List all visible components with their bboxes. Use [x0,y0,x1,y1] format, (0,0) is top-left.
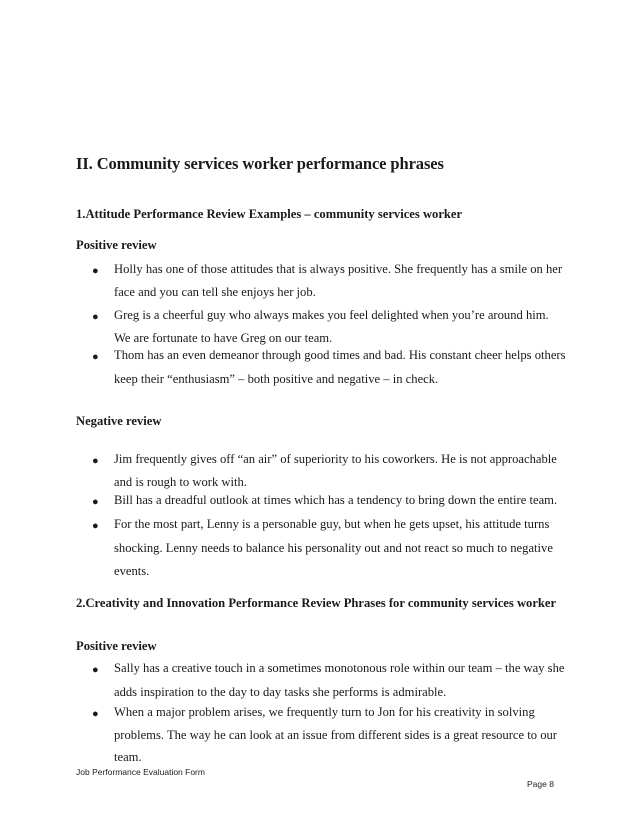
list-item-line: Jim frequently gives off “an air” of superiority to his coworkers. He is not approachable [114,452,557,466]
subsection-title: Attitude Performance Review Examples – community services worker [85,207,463,221]
bullet-icon: ● [92,708,99,720]
list-item-line: and is rough to work with. [114,475,247,489]
list-item-line: problems. The way he can look at an issue from different sides is a great resource to our [114,728,557,742]
section-title: II. Community services worker performance phrases [76,154,444,173]
list-item-line: Sally has a creative touch in a sometimes monotonous role within our team – the way she [114,661,565,675]
list-item-line: Greg is a cheerful guy who always makes you feel delighted when you’re around him. [114,308,549,322]
list-item-line: When a major problem arises, we frequently turn to Jon for his creativity in solving [114,705,535,719]
list-item-line: Holly has one of those attitudes that is always positive. She frequently has a smile on her [114,262,563,276]
subsection-number: 2. [76,596,86,610]
list-item-line: We are fortunate to have Greg on our team. [114,331,333,345]
bullet-icon: ● [92,265,99,277]
list-item-line: Thom has an even demeanor through good times and bad. His constant cheer helps others [114,348,566,362]
bullet-icon: ● [92,664,99,676]
subsection-title: Creativity and Innovation Performance Review Phrases for community services worker [85,596,557,610]
list-item-line: For the most part, Lenny is a personable guy, but when he gets upset, his attitude turns [114,517,550,531]
list-item-line: shocking. Lenny needs to balance his personality out and not react so much to negative [114,541,553,555]
footer-form-name: Job Performance Evaluation Form [76,767,205,777]
bullet-icon: ● [92,455,99,467]
list-item-line: Bill has a dreadful outlook at times which has a tendency to bring down the entire team. [114,493,558,507]
list-item-line: keep their “enthusiasm” – both positive and negative – in check. [114,372,439,386]
group-label-negative: Negative review [76,414,162,428]
bullet-icon: ● [92,311,99,323]
list-item-line: adds inspiration to the day to day tasks she performs is admirable. [114,685,447,699]
list-item-line: team. [114,750,142,764]
page-number: Page 8 [527,779,554,789]
bullet-icon: ● [92,520,99,532]
subsection-number: 1. [76,207,86,221]
bullet-icon: ● [92,496,99,508]
subsection-heading-1 [76,207,462,222]
subsection-heading-2 [76,596,556,611]
bullet-icon: ● [92,351,99,363]
list-item-line: events. [114,564,150,578]
list-item-line: face and you can tell she enjoys her job. [114,285,316,299]
group-label-positive-2: Positive review [76,639,157,653]
group-label-positive-1: Positive review [76,238,157,252]
